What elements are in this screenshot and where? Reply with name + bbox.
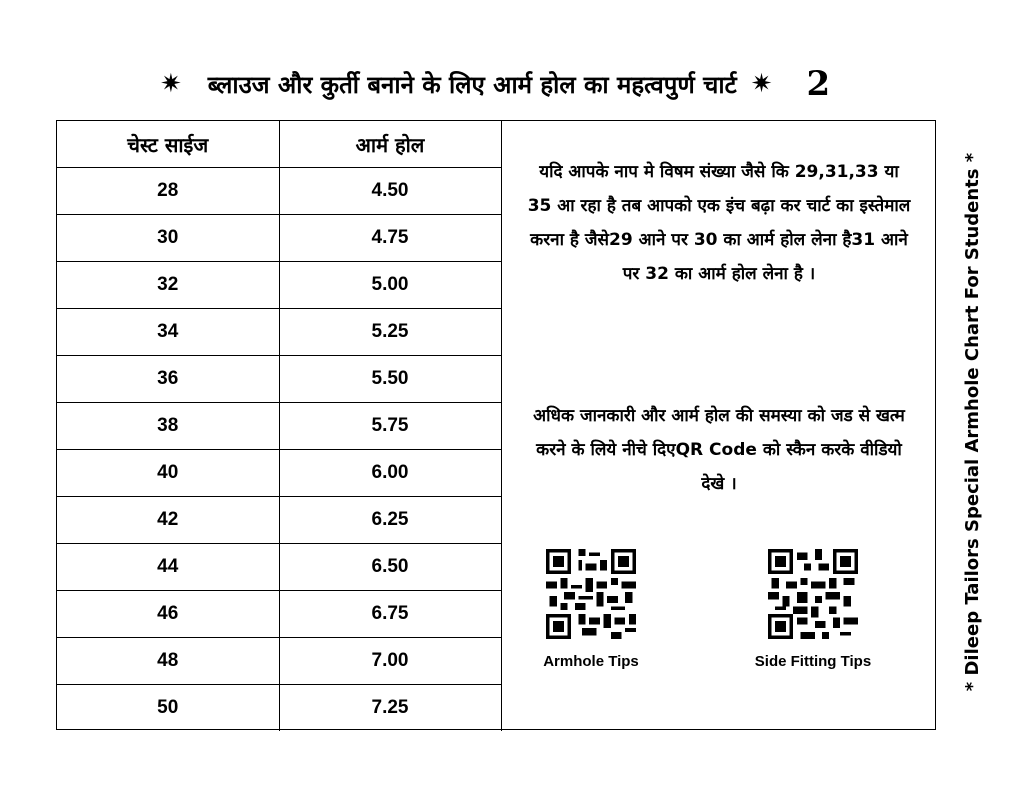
odd-size-note: यदि आपके नाप मे विषम संख्या जैसे कि 29,31,33 या 35 आ रहा है तब आपको एक इंच बढ़ा कर चार्ट का इस्तेमाल करना है जैसे29 आने पर 30 का आर्म होल लेना है31 आने पर 32 का आर्म होल लेना है । <box>527 162 911 284</box>
armhole-cell: 7.00 <box>279 638 501 685</box>
column-header-armhole: आर्म होल <box>279 121 501 168</box>
armhole-cell: 6.75 <box>279 591 501 638</box>
armhole-table <box>57 121 502 731</box>
qr-label: Side Fitting Tips <box>754 653 872 670</box>
table-row <box>57 591 501 638</box>
page-title <box>160 62 900 106</box>
qr-instruction: अधिक जानकारी और आर्म होल की समस्या को जड से खत्म करने के लिये नीचे दिएQR Code को स्कैन करके वीडियो देखे । <box>533 406 905 494</box>
chest-size-cell: 44 <box>57 544 279 591</box>
info-panel <box>501 121 937 729</box>
armhole-cell: 4.50 <box>279 168 501 215</box>
qr-side-fitting-tips[interactable] <box>723 549 903 670</box>
chest-size-cell: 46 <box>57 591 279 638</box>
table-row <box>57 685 501 732</box>
chest-size-cell: 36 <box>57 356 279 403</box>
qr-armhole-tips[interactable] <box>501 549 681 670</box>
chest-size-cell: 30 <box>57 215 279 262</box>
armhole-cell: 4.75 <box>279 215 501 262</box>
column-header-chest-size: चेस्ट साईज <box>57 121 279 168</box>
table-row <box>57 450 501 497</box>
chest-size-cell: 40 <box>57 450 279 497</box>
chest-size-cell: 42 <box>57 497 279 544</box>
title-text: ब्लाउज और कुर्ती बनाने के लिए आर्म होल का महत्वपुर्ण चार्ट <box>207 70 737 99</box>
side-caption: * Dileep Tailors Special Armhole Chart For Students * <box>961 152 983 692</box>
table-row <box>57 638 501 685</box>
qr-label: Armhole Tips <box>543 653 639 670</box>
table-row <box>57 356 501 403</box>
armhole-cell: 5.75 <box>279 403 501 450</box>
chest-size-cell: 34 <box>57 309 279 356</box>
table-row <box>57 497 501 544</box>
armhole-cell: 7.25 <box>279 685 501 732</box>
chart-frame <box>56 120 936 730</box>
chest-size-cell: 38 <box>57 403 279 450</box>
qr-code-icon[interactable] <box>763 549 863 639</box>
star-icon: ✷ <box>750 69 773 99</box>
armhole-cell: 6.50 <box>279 544 501 591</box>
table-row <box>57 544 501 591</box>
chest-size-cell: 28 <box>57 168 279 215</box>
qr-code-icon[interactable] <box>541 549 641 639</box>
table-row <box>57 309 501 356</box>
table-row <box>57 262 501 309</box>
armhole-cell: 6.25 <box>279 497 501 544</box>
star-icon: ✷ <box>160 69 182 99</box>
armhole-cell: 5.00 <box>279 262 501 309</box>
table-row <box>57 168 501 215</box>
page-number: 2 <box>806 64 831 104</box>
armhole-cell: 6.00 <box>279 450 501 497</box>
chest-size-cell: 50 <box>57 685 279 732</box>
chest-size-cell: 32 <box>57 262 279 309</box>
chest-size-cell: 48 <box>57 638 279 685</box>
table-header-row <box>57 121 501 168</box>
armhole-cell: 5.50 <box>279 356 501 403</box>
table-row <box>57 215 501 262</box>
armhole-cell: 5.25 <box>279 309 501 356</box>
table-row <box>57 403 501 450</box>
